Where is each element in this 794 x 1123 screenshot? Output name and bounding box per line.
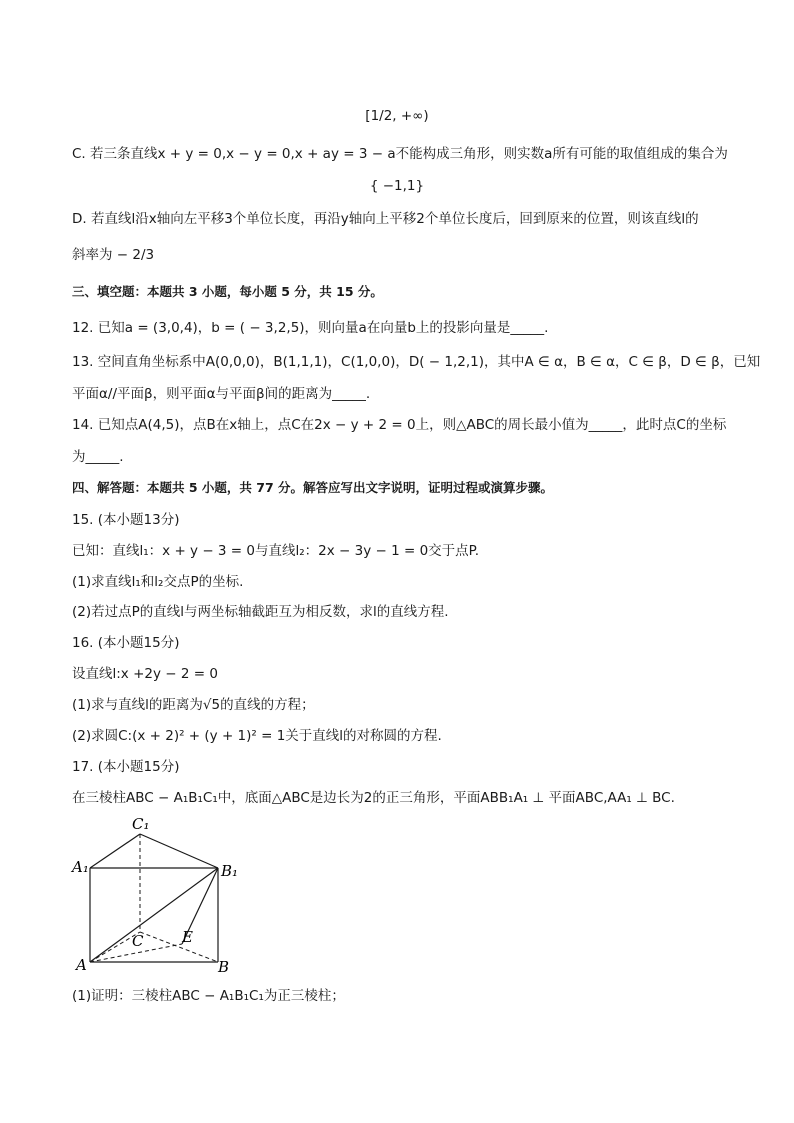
question-14: 14. 已知点A(4,5)，点B在x轴上，点C在2x − y + 2 = 0上，则△ABC的周长最小值为_____，此时点C的坐标: [72, 417, 727, 433]
label-e: E: [182, 928, 193, 946]
label-c1: C₁: [132, 816, 150, 833]
interval-result: [0, 106, 794, 126]
question-16-stem: 设直线l:x +2y − 2 = 0: [72, 666, 218, 682]
section-fill-in-heading: 三、填空题：本题共 3 小题，每小题 5 分，共 15 分。: [72, 284, 383, 299]
edge-c-b: [140, 932, 218, 962]
question-15-header: 15. (本小题13分): [72, 512, 180, 528]
option-d-slope: 斜率为 − 2/3: [72, 247, 155, 263]
question-14-cont: 为_____.: [72, 449, 124, 465]
question-16-part-2: (2)求圆C:(x + 2)² + (y + 1)² = 1关于直线l的对称圆的方程.: [72, 728, 442, 744]
question-17-part-1: (1)证明：三棱柱ABC − A₁B₁C₁为正三棱柱；: [72, 988, 345, 1004]
prism-figure: [70, 816, 270, 976]
option-c-set: { −1,1}: [369, 178, 425, 194]
edge-a-b1: [90, 868, 218, 962]
label-a: A: [76, 956, 87, 974]
question-13-cont: 平面α//平面β，则平面α与平面β间的距离为_____.: [72, 386, 371, 402]
interval-text: [1/2, +∞): [365, 108, 429, 124]
question-12: 12. 已知a = (3,0,4)，b = ( − 3,2,5)，则向量a在向量b上的投影向量是_____.: [72, 320, 549, 336]
question-15-part-2: (2)若过点P的直线l与两坐标轴截距互为相反数，求l的直线方程.: [72, 604, 449, 620]
question-15-part-1: (1)求直线l₁和l₂交点P的坐标.: [72, 574, 244, 590]
question-13: 13. 空间直角坐标系中A(0,0,0)，B(1,1,1)，C(1,0,0)，D( − 1,2,1)，其中A ∈ α，B ∈ α，C ∈ β，D ∈ β，已知: [72, 354, 761, 370]
question-17-header: 17. (本小题15分): [72, 759, 180, 775]
question-16-part-1: (1)求与直线l的距离为√5的直线的方程；: [72, 697, 315, 713]
question-16-header: 16. (本小题15分): [72, 635, 180, 651]
label-b: B: [218, 958, 230, 976]
option-c: C. 若三条直线x + y = 0,x − y = 0,x + ay = 3 − a不能构成三角形，则实数a所有可能的取值组成的集合为: [72, 146, 728, 162]
edge-a1-c1: [90, 834, 140, 868]
edge-c1-b1: [140, 834, 218, 868]
option-d: D. 若直线l沿x轴向左平移3个单位长度，再沿y轴向上平移2个单位长度后，回到原来的位置，则该直线l的: [72, 211, 699, 227]
label-a1: A₁: [72, 858, 89, 876]
question-15-stem: 已知：直线l₁：x + y − 3 = 0与直线l₂：2x − 3y − 1 = 0交于点P.: [72, 543, 480, 559]
question-17-stem: 在三棱柱ABC − A₁B₁C₁中，底面△ABC是边长为2的正三角形，平面ABB₁A₁ ⊥ 平面ABC,AA₁ ⊥ BC.: [72, 790, 675, 806]
section-answer-heading: 四、解答题：本题共 5 小题，共 77 分。解答应写出文字说明，证明过程或演算步骤。: [72, 480, 554, 495]
label-c: C: [132, 932, 144, 950]
label-b1: B₁: [221, 862, 239, 880]
